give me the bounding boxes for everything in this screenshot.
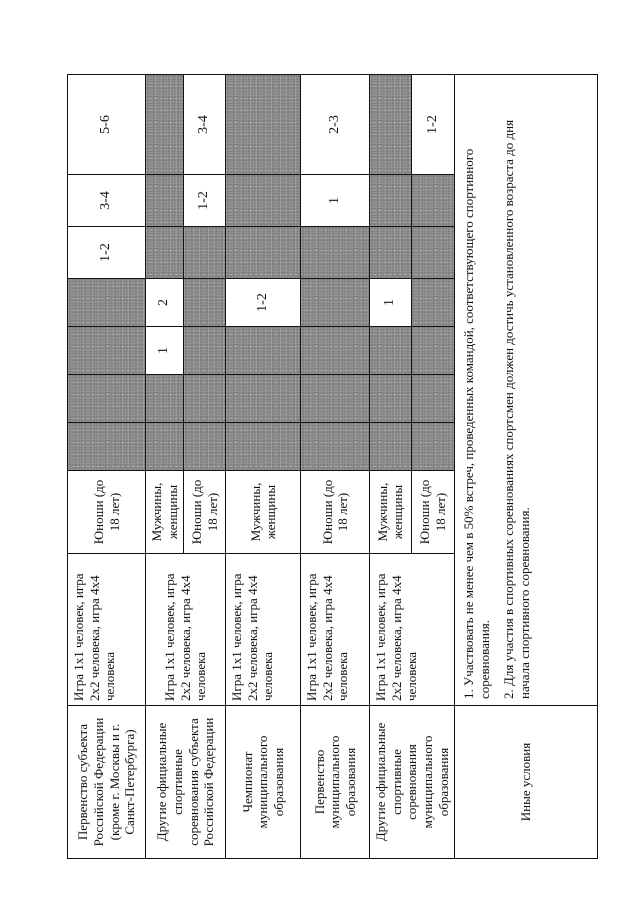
disciplines-cell: Игра 1х1 человек, игра 2х2 человека, игра 4х4 человека [370,554,455,706]
place-cell: 1 [370,279,411,327]
disciplines-cell: Игра 1х1 человек, игра 2х2 человека, игра 4х4 человека [226,554,301,706]
shaded-cell [411,375,454,423]
group-cell: Юноши (до 18 лет) [411,471,454,554]
table-row [455,75,598,859]
shaded-cell [226,423,301,471]
table-row [68,75,146,859]
shaded-cell [370,327,411,375]
shaded-cell [146,375,184,423]
shaded-cell [184,327,226,375]
shaded-cell [370,227,411,279]
group-cell: Юноши (до 18 лет) [184,471,226,554]
conditions-text [455,75,598,706]
disciplines-cell: Игра 1х1 человек, игра 2х2 человека, игра 4х4 человека [301,554,370,706]
shaded-cell [226,175,301,227]
disciplines-cell: Игра 1х1 человек, игра 2х2 человека, игра 4х4 человека [146,554,226,706]
shaded-cell [68,327,146,375]
shaded-cell [146,175,184,227]
place-cell: 3-4 [184,75,226,175]
place-cell: 2 [146,279,184,327]
shaded-cell [370,175,411,227]
place-cell: 3-4 [68,175,146,227]
group-cell: Мужчины, женщины [226,471,301,554]
shaded-cell [226,75,301,175]
group-cell: Юноши (до 18 лет) [301,471,370,554]
shaded-cell [301,279,370,327]
place-cell: 1-2 [184,175,226,227]
shaded-cell [301,227,370,279]
event-cell: Другие официальные спортивные соревнования муниципального образования [370,706,455,859]
group-cell: Юноши (до 18 лет) [68,471,146,554]
place-cell: 1-2 [68,227,146,279]
shaded-cell [301,375,370,423]
event-cell: Первенство муниципального образования [301,706,370,859]
shaded-cell [301,423,370,471]
shaded-cell [68,279,146,327]
place-cell: 5-6 [68,75,146,175]
rotated-table-sheet [67,75,586,859]
shaded-cell [184,279,226,327]
shaded-cell [68,423,146,471]
norms-table [67,74,598,859]
shaded-cell [226,375,301,423]
shaded-cell [146,227,184,279]
shaded-cell [226,227,301,279]
shaded-cell [411,423,454,471]
place-cell: 1-2 [411,75,454,175]
conditions-label: Иные условия [455,706,598,859]
shaded-cell [184,375,226,423]
shaded-cell [226,327,301,375]
place-cell: 2-3 [301,75,370,175]
condition-item: 1. Участвовать не менее чем в 50% встреч, проведенных командой, соответствующего спортивного соревнования. [461,148,492,699]
group-cell: Мужчины, женщины [370,471,411,554]
shaded-cell [184,227,226,279]
place-cell: 1 [146,327,184,375]
group-cell: Мужчины, женщины [146,471,184,554]
event-cell: Чемпионат муниципального образования [226,706,301,859]
shaded-cell [370,423,411,471]
shaded-cell [370,75,411,175]
table-row [226,75,301,859]
event-cell: Первенство субъекта Российской Федерации (кроме г. Москвы и г. Санкт-Петербурга) [68,706,146,859]
table-row [146,75,184,859]
disciplines-cell: Игра 1х1 человек, игра 2х2 человека, игра 4х4 человека [68,554,146,706]
condition-item: 2. Для участия в спортивных соревнованиях спортсмен должен достичь установленного возраста до дня начала спортивного соревнования. [501,119,532,699]
shaded-cell [68,375,146,423]
shaded-cell [411,279,454,327]
shaded-cell [411,175,454,227]
place-cell: 1 [301,175,370,227]
event-cell: Другие официальные спортивные соревнования субъекта Российской Федерации [146,706,226,859]
shaded-cell [146,75,184,175]
shaded-cell [411,227,454,279]
place-cell: 1-2 [226,279,301,327]
table-rotator [67,75,586,859]
table-row [301,75,370,859]
shaded-cell [411,327,454,375]
shaded-cell [301,327,370,375]
table-row [370,75,411,859]
shaded-cell [146,423,184,471]
shaded-cell [184,423,226,471]
shaded-cell [370,375,411,423]
